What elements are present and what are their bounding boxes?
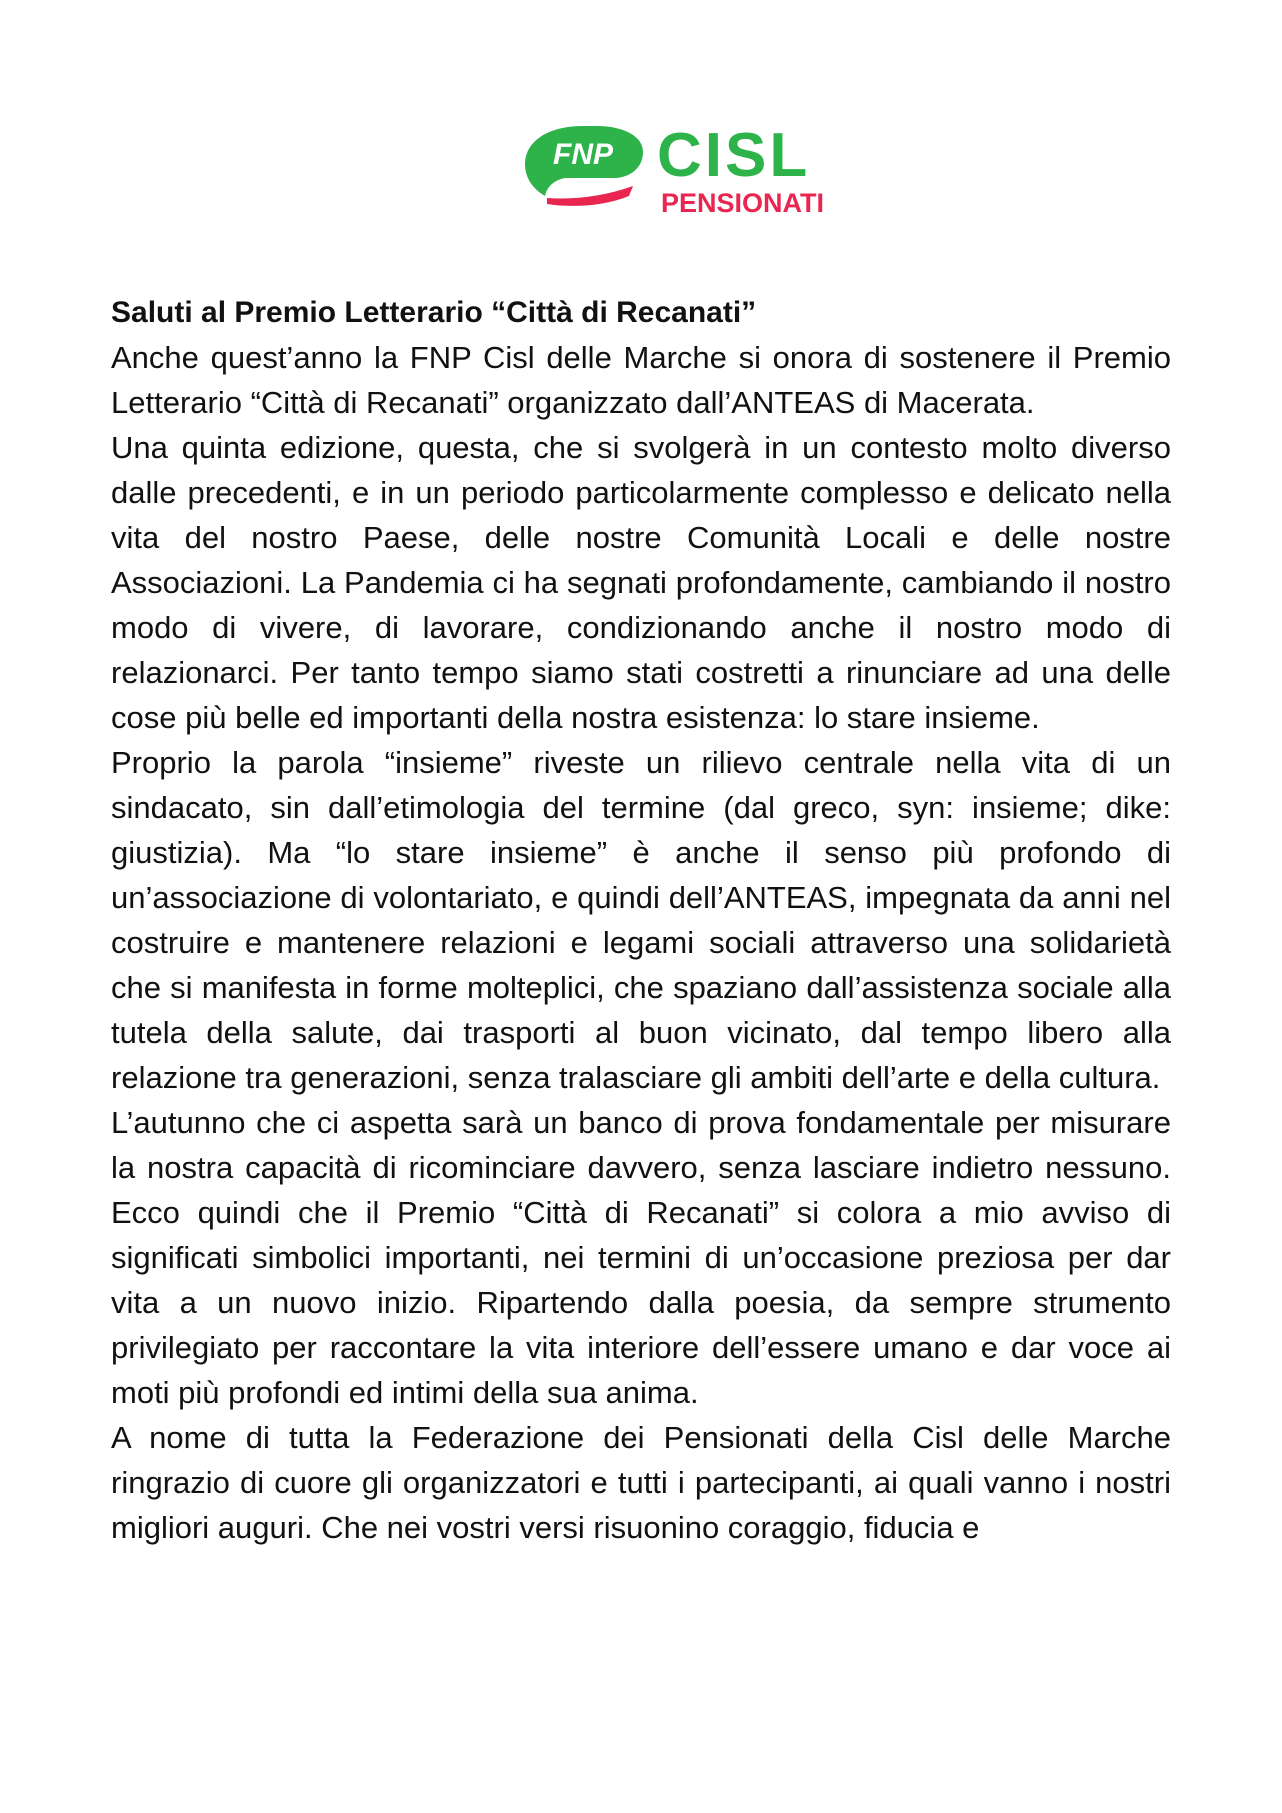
paragraph-3: Proprio la parola “insieme” riveste un rilievo centrale nella vita di un sindacato, sin dall’etimologia del termine (dal greco, syn: insieme; dike: giustizia). Ma “lo stare insieme” è anche il senso più profondo di un’associazione di volontariato, e quindi dell’ANTEAS, impegnata da anni nel costruire e mantenere relazioni e legami sociali attraverso una solidarietà che si manifesta in forme molteplici, che spaziano dall’assistenza sociale alla tutela della salute, dai trasporti al buon vicinato, dal tempo libero alla relazione tra generazioni, senza tralasciare gli ambiti dell’arte e della cultura.	[111, 745, 1171, 1095]
logo-badge-text: FNP	[553, 138, 613, 171]
logo-sub-text: PENSIONATI	[661, 188, 825, 218]
fnp-cisl-logo-graphic	[525, 122, 885, 232]
letter-title: Saluti al Premio Letterario “Città di Recanati”	[111, 296, 757, 329]
fnp-cisl-logo	[525, 122, 885, 232]
logo-brand-text: CISL	[657, 122, 811, 190]
paragraph-2: Una quinta edizione, questa, che si svolgerà in un contesto molto diverso dalle precedenti, e in un periodo particolarmente complesso e delicato nella vita del nostro Paese, delle nostre Comunità Locali e delle nostre Associazioni. La Pandemia ci ha segnati profondamente, cambiando il nostro modo di vivere, di lavorare, condizionando anche il nostro modo di relazionarci. Per tanto tempo siamo stati costretti a rinunciare ad una delle cose più belle ed importanti della nostra esistenza: lo stare insieme.	[111, 430, 1171, 735]
paragraph-5: A nome di tutta la Federazione dei Pensionati della Cisl delle Marche ringrazio di cuore gli organizzatori e tutti i partecipanti, ai quali vanno i nostri migliori auguri. Che nei vostri versi risuonino coraggio, fiducia e	[111, 1420, 1171, 1545]
paragraph-4: L’autunno che ci aspetta sarà un banco di prova fondamentale per misurare la nostra capacità di ricominciare davvero, senza lasciare indietro nessuno. Ecco quindi che il Premio “Città di Recanati” si colora a mio avviso di significati simbolici importanti, nei termini di un’occasione preziosa per dar vita a un nuovo inizio. Ripartendo dalla poesia, da sempre strumento privilegiato per raccontare la vita interiore dell’essere umano e dar voce ai moti più profondi ed intimi della sua anima.	[111, 1105, 1171, 1410]
paragraph-1: Anche quest’anno la FNP Cisl delle Marche si onora di sostenere il Premio Letterario “Città di Recanati” organizzato dall’ANTEAS di Macerata.	[111, 340, 1171, 420]
letter-body	[111, 290, 1171, 1550]
red-swoosh-shape	[547, 186, 633, 206]
